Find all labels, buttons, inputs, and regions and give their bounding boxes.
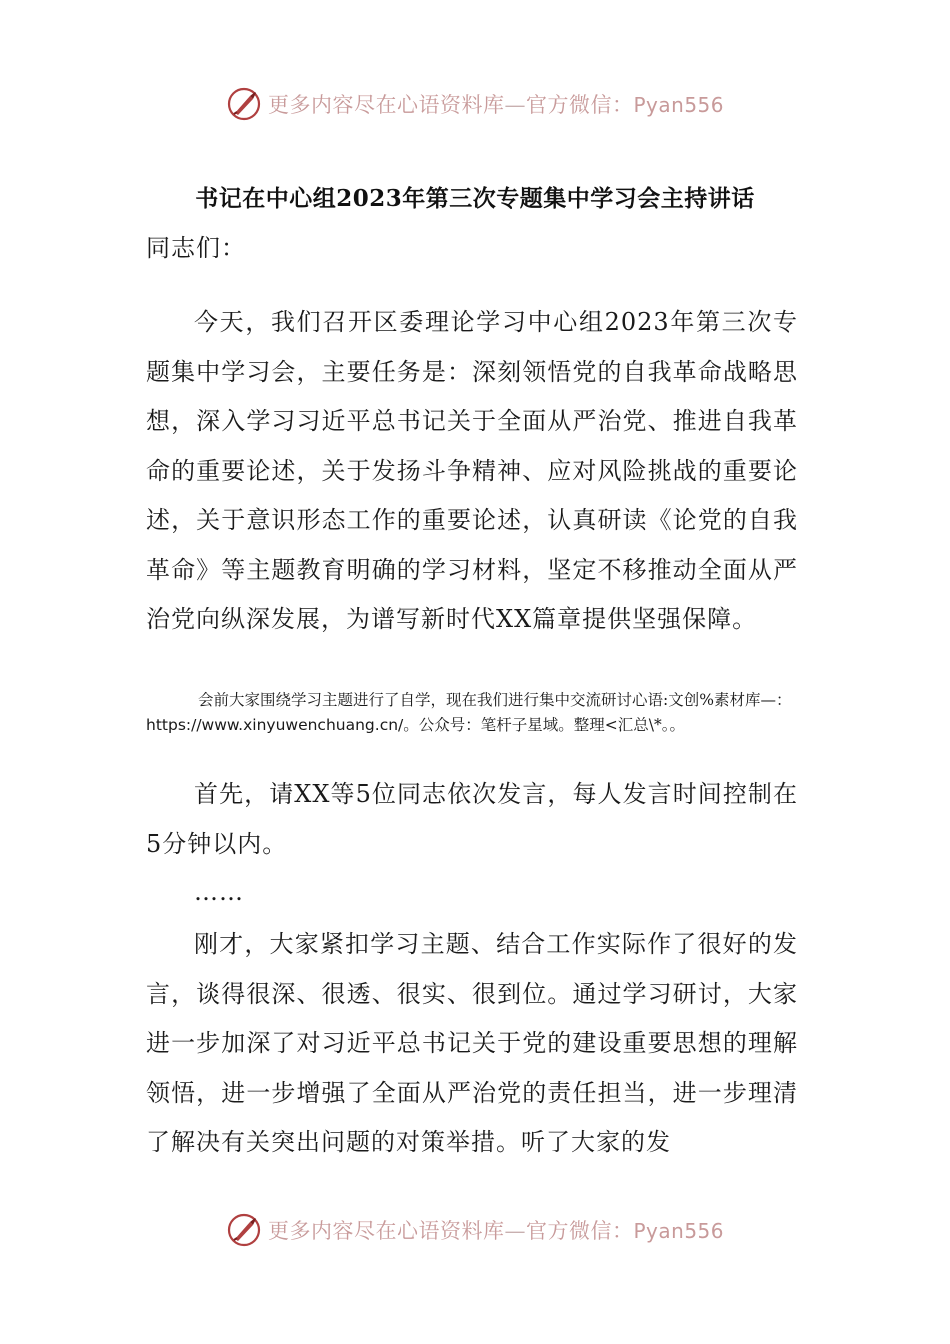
greeting-paragraph: 同志们： bbox=[146, 234, 246, 262]
pen-logo-icon bbox=[226, 86, 262, 122]
intro-paragraph: 今天，我们召开区委理论学习中心组2023年第三次专题集中学习会，主要任务是：深刻领悟党的自我革命战略思想，深入学习习近平总书记关于全面从严治党、推进自我革命的重要论述，关于发扬斗争精神、应对风险挑战的重要论述，关于意识形态工作的重要论述，认真研读《论党的自我革命》等主题教育明确的学习材料，坚定不移推动全面从严治党向纵深发展，为谱写新时代XX篇章提供坚强保障。 bbox=[146, 308, 798, 633]
pen-logo-icon bbox=[226, 1212, 262, 1248]
watermark-main: 更多内容尽在心语资料库 bbox=[267, 1219, 505, 1243]
watermark-wechat-label: 官方微信： bbox=[525, 93, 634, 117]
watermark-wechat-id: Pyan556 bbox=[633, 1219, 724, 1243]
inserted-note bbox=[146, 688, 798, 738]
watermark-wechat-id: Pyan556 bbox=[633, 93, 724, 117]
watermark-banner-bottom bbox=[0, 1210, 950, 1250]
watermark-text bbox=[268, 89, 724, 119]
speakers-paragraph: 首先，请XX等5位同志依次发言，每人发言时间控制在5分钟以内。 bbox=[146, 780, 798, 858]
note-url: https://www.xinyuwenchuang.cn/ bbox=[146, 716, 404, 734]
watermark-wechat-label: 官方微信： bbox=[525, 1219, 634, 1243]
watermark-separator: — bbox=[504, 1219, 526, 1243]
ellipsis-paragraph: …… bbox=[194, 878, 244, 906]
summary-paragraph: 刚才，大家紧扣学习主题、结合工作实际作了很好的发言，谈得很深、很透、很实、很到位。通过学习研讨，大家进一步加深了对习近平总书记关于党的建设重要思想的理解领悟，进一步增强了全面从严治党的责任担当，进一步理清了解决有关突出问题的对策举措。听了大家的发 bbox=[146, 930, 798, 1156]
watermark-banner-top bbox=[0, 84, 950, 124]
watermark-separator: — bbox=[504, 93, 526, 117]
document-title: 书记在中心组2023年第三次专题集中学习会主持讲话 bbox=[195, 185, 755, 212]
note-text-after: 。公众号：笔杆子星域。整理<汇总\*。。 bbox=[403, 716, 685, 734]
note-text-before: 会前大家围绕学习主题进行了自学，现在我们进行集中交流研讨心语:文创%素材库—： bbox=[198, 691, 792, 709]
watermark-text bbox=[268, 1215, 724, 1245]
watermark-main: 更多内容尽在心语资料库 bbox=[267, 93, 505, 117]
